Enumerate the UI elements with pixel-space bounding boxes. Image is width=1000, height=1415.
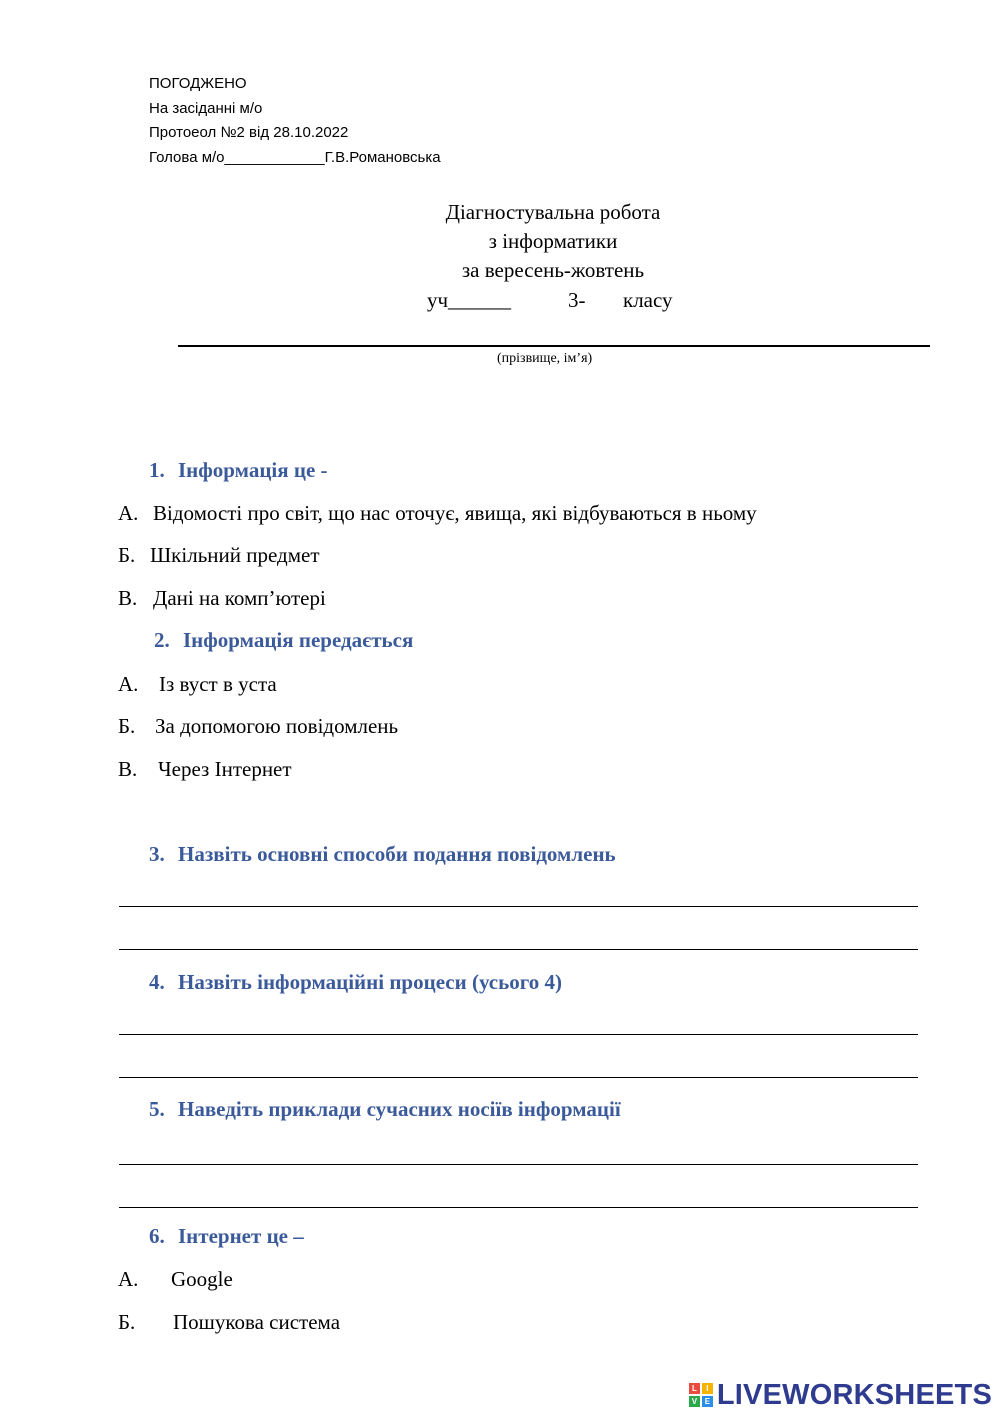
question-6-option-a[interactable] bbox=[118, 1267, 233, 1292]
answer-line[interactable] bbox=[119, 1034, 918, 1035]
question-text: Назвіть основні способи подання повідомлень bbox=[178, 842, 616, 866]
option-letter: А. bbox=[118, 501, 139, 525]
title-line-2: з інформатики bbox=[488, 229, 618, 253]
option-text: Із вуст в уста bbox=[159, 672, 277, 696]
answer-line[interactable] bbox=[119, 906, 918, 907]
option-letter: Б. bbox=[118, 714, 136, 738]
title-line-3: за вересень-жовтень bbox=[461, 258, 645, 282]
logo-block-i: I bbox=[702, 1383, 713, 1394]
question-2-option-a[interactable] bbox=[118, 672, 277, 697]
question-1-option-c[interactable] bbox=[118, 586, 326, 611]
option-letter: В. bbox=[118, 757, 138, 781]
answer-line[interactable] bbox=[119, 1077, 918, 1078]
name-input-line[interactable] bbox=[178, 345, 930, 347]
question-text: Наведіть приклади сучасних носіїв інформації bbox=[178, 1097, 621, 1121]
option-letter: А. bbox=[118, 1267, 139, 1291]
answer-line[interactable] bbox=[119, 1207, 918, 1208]
logo-block-l: L bbox=[689, 1383, 700, 1394]
approval-line-4: Голова м/о____________Г.В.Романовська bbox=[149, 148, 441, 166]
student-prefix[interactable]: уч______ bbox=[427, 288, 512, 312]
question-1-option-b[interactable] bbox=[118, 543, 320, 568]
question-number: 6. bbox=[149, 1224, 165, 1248]
name-caption: (прізвище, ім’я) bbox=[497, 351, 593, 366]
question-5-heading bbox=[149, 1097, 621, 1122]
option-text: Через Інтернет bbox=[158, 757, 292, 781]
grade-number: 3- bbox=[568, 288, 586, 312]
question-number: 3. bbox=[149, 842, 165, 866]
question-4-heading bbox=[149, 970, 562, 995]
question-2-option-b[interactable] bbox=[118, 714, 398, 739]
question-1-option-a[interactable] bbox=[118, 501, 757, 526]
question-text: Інформація передається bbox=[183, 628, 414, 652]
question-6-heading bbox=[149, 1224, 304, 1249]
question-text: Інтернет це – bbox=[178, 1224, 304, 1248]
class-word: класу bbox=[623, 288, 673, 312]
logo-text: LIVEWORKSHEETS bbox=[716, 1378, 992, 1411]
question-number: 1. bbox=[149, 458, 165, 482]
option-letter: А. bbox=[118, 672, 139, 696]
question-number: 2. bbox=[154, 628, 170, 652]
option-text: Пошукова система bbox=[173, 1310, 341, 1334]
option-text: За допомогою повідомлень bbox=[155, 714, 399, 738]
question-text: Інформація це - bbox=[178, 458, 328, 482]
approval-block bbox=[149, 72, 441, 170]
question-6-option-b[interactable] bbox=[118, 1310, 340, 1335]
question-2-option-c[interactable] bbox=[118, 757, 292, 782]
question-number: 5. bbox=[149, 1097, 165, 1121]
option-letter: Б. bbox=[118, 543, 136, 567]
question-3-heading bbox=[149, 842, 616, 867]
approval-line-1: ПОГОДЖЕНО bbox=[149, 75, 247, 92]
option-text: Google bbox=[171, 1267, 233, 1291]
option-text: Шкільний предмет bbox=[150, 543, 320, 567]
question-number: 4. bbox=[149, 970, 165, 994]
question-text: Назвіть інформаційні процеси (усього 4) bbox=[178, 970, 562, 994]
question-2-heading bbox=[154, 628, 413, 653]
option-letter: Б. bbox=[118, 1310, 136, 1334]
approval-line-2: На засіданні м/о bbox=[149, 99, 263, 117]
answer-line[interactable] bbox=[119, 1164, 918, 1165]
option-text: Дані на комп’ютері bbox=[153, 586, 326, 610]
approval-line-3: Протоеол №2 від 28.10.2022 bbox=[149, 124, 349, 141]
liveworksheets-logo bbox=[689, 1375, 992, 1415]
option-letter: В. bbox=[118, 586, 138, 610]
title-line-1: Діагностувальна робота bbox=[445, 200, 661, 224]
logo-block-e: E bbox=[702, 1396, 713, 1407]
answer-line[interactable] bbox=[119, 949, 918, 950]
question-1-heading bbox=[149, 458, 328, 483]
logo-blocks-icon bbox=[689, 1383, 713, 1407]
option-text: Відомості про світ, що нас оточує, явища, які відбуваються в ньому bbox=[153, 501, 757, 525]
logo-block-v: V bbox=[689, 1396, 700, 1407]
